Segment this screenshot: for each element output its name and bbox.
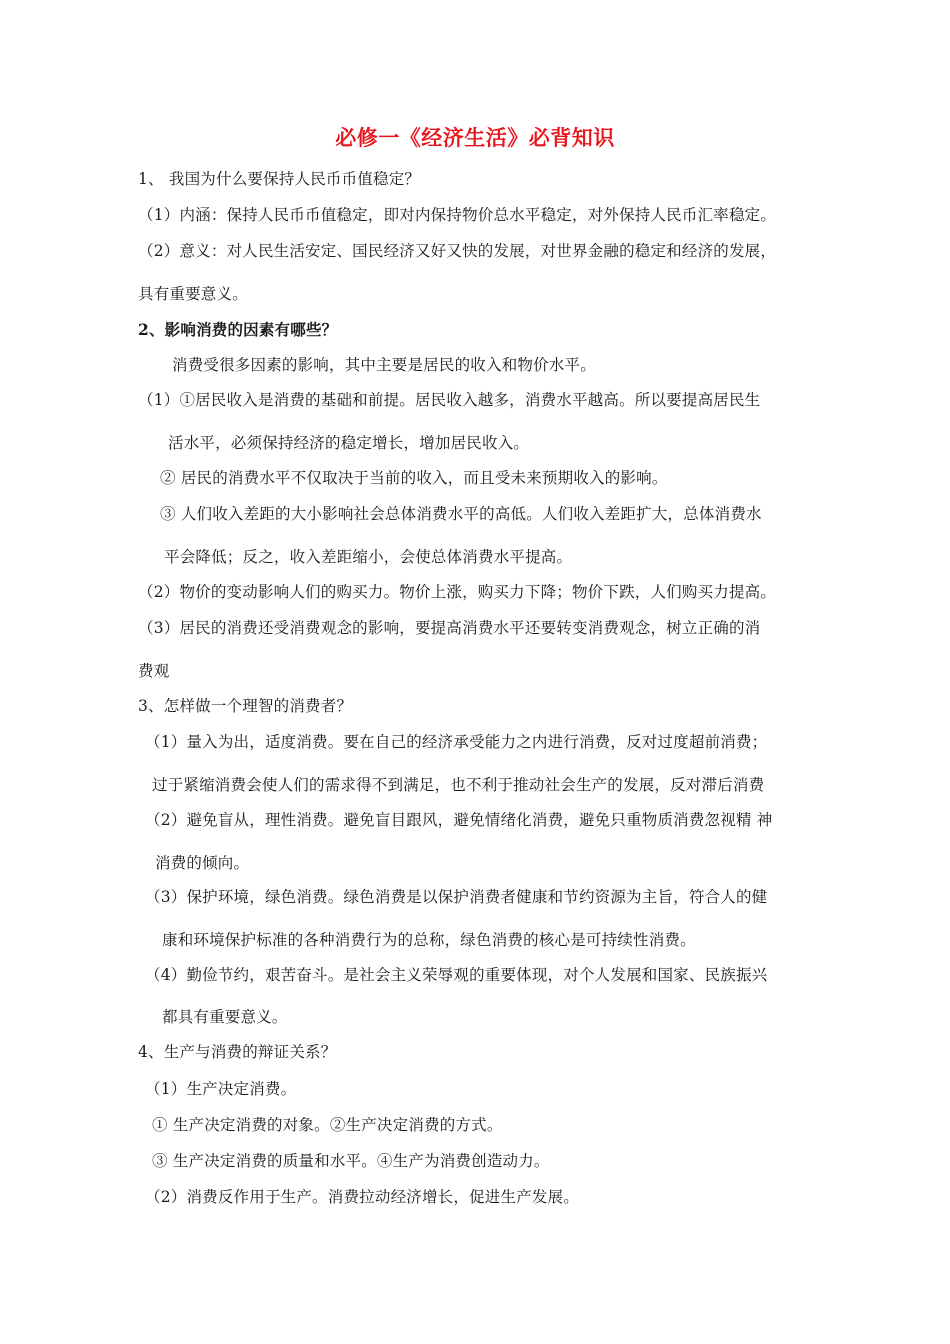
q3-point-1: （1）量入为出，适度消费。要在自己的经济承受能力之内进行消费，反对过度超前消费； <box>145 733 768 751</box>
question-1-heading: 1、 我国为什么要保持人民币币值稳定？ <box>138 170 421 188</box>
q3-point-1-cont: 过于紧缩消费会使人们的需求得不到满足，也不利于推动社会生产的发展，反对滞后消费 <box>152 776 765 794</box>
q1-point-2: （2）意义：对人民生活安定、国民经济又好又快的发展，对世界金融的稳定和经济的发展， <box>138 242 777 260</box>
q3-point-2-cont: 消费的倾向。 <box>155 854 250 872</box>
q2-subpoint-2: ② 居民的消费水平不仅取决于当前的收入，而且受未来预期收入的影响。 <box>160 469 668 487</box>
q2-subpoint-3: ③ 人们收入差距的大小影响社会总体消费水平的高低。人们收入差距扩大，总体消费水 <box>160 505 762 523</box>
question-3-heading: 3、怎样做一个理智的消费者？ <box>138 697 353 715</box>
q3-point-4: （4）勤俭节约，艰苦奋斗。是社会主义荣辱观的重要体现，对个人发展和国家、民族振兴 <box>145 966 768 984</box>
q3-point-2: （2）避免盲从，理性消费。避免盲目跟风，避免情绪化消费，避免只重物质消费忽视精 神 <box>145 811 773 829</box>
q2-subpoint-3-cont: 平会降低；反之，收入差距缩小，会使总体消费水平提高。 <box>164 548 573 566</box>
q1-point-2-cont: 具有重要意义。 <box>138 285 248 303</box>
q2-point-2: （2）物价的变动影响人们的购买力。物价上涨，购买力下降；物价下跌，人们购买力提高。 <box>138 583 777 601</box>
q2-intro: 消费受很多因素的影响，其中主要是居民的收入和物价水平。 <box>172 356 596 374</box>
q2-point-3: （3）居民的消费还受消费观念的影响，要提高消费水平还要转变消费观念，树立正确的消 <box>138 619 761 637</box>
q4-subpoints-3-4: ③ 生产决定消费的质量和水平。④生产为消费创造动力。 <box>152 1152 550 1170</box>
q4-point-2: （2）消费反作用于生产。消费拉动经济增长，促进生产发展。 <box>145 1188 579 1206</box>
page-title: 必修一《经济生活》必背知识 <box>335 125 615 150</box>
q1-point-1: （1）内涵：保持人民币币值稳定，即对内保持物价总水平稳定，对外保持人民币汇率稳定。 <box>138 206 777 224</box>
q2-point-3-cont: 费观 <box>138 662 170 680</box>
q2-point-1: （1）①居民收入是消费的基础和前提。居民收入越多，消费水平越高。所以要提高居民生 <box>138 391 761 409</box>
q3-point-3-cont: 康和环境保护标准的各种消费行为的总称，绿色消费的核心是可持续性消费。 <box>162 931 696 949</box>
q4-subpoints-1-2: ① 生产决定消费的对象。②生产决定消费的方式。 <box>152 1116 503 1134</box>
q4-point-1: （1）生产决定消费。 <box>145 1080 297 1098</box>
question-4-heading: 4、生产与消费的辩证关系？ <box>138 1043 337 1061</box>
question-2-heading: 2、影响消费的因素有哪些？ <box>138 320 338 339</box>
q3-point-3: （3）保护环境，绿色消费。绿色消费是以保护消费者健康和节约资源为主旨，符合人的健 <box>145 888 768 906</box>
q3-point-4-cont: 都具有重要意义。 <box>162 1008 288 1026</box>
q2-point-1-cont: 活水平，必须保持经济的稳定增长，增加居民收入。 <box>168 434 530 452</box>
